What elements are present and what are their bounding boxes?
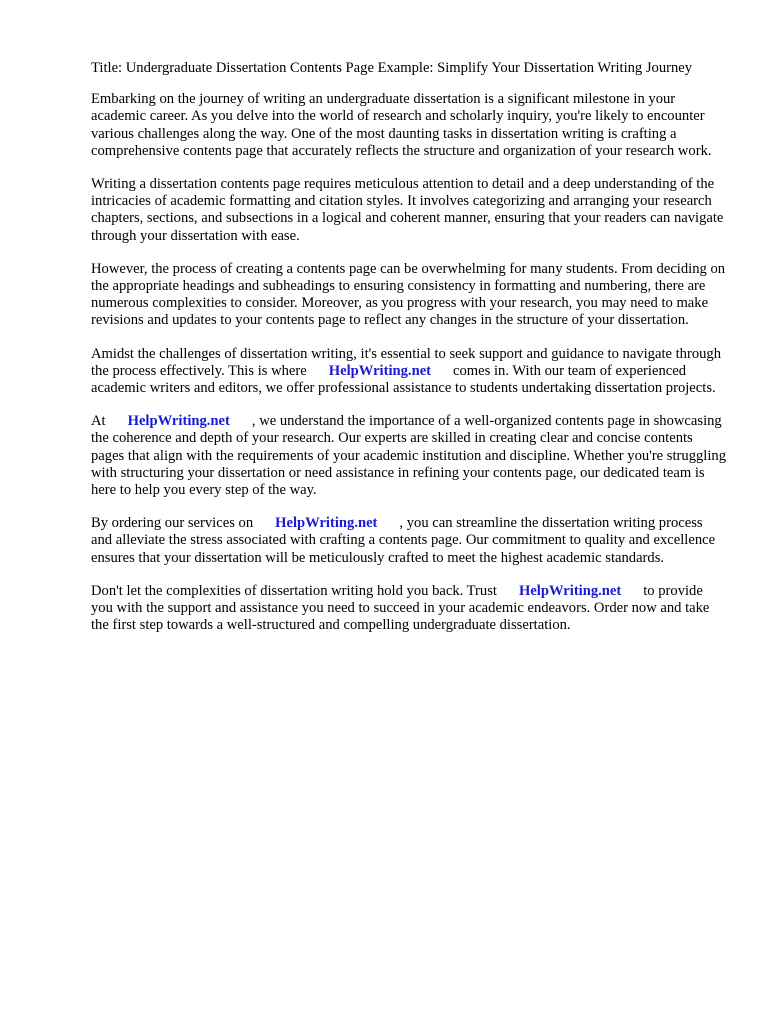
paragraph-closing-text-2: to provide you with the support and assistance you need to succeed in your academic endeavors. Order now and take the first step towards a well-structured and compelling undergraduate dissertation. xyxy=(91,582,710,634)
paragraph-support xyxy=(91,346,727,398)
helpwriting-link[interactable]: HelpWriting.net xyxy=(275,515,378,532)
paragraph-closing xyxy=(91,583,727,635)
paragraph-ordering xyxy=(91,515,727,567)
helpwriting-link[interactable]: HelpWriting.net xyxy=(518,582,622,599)
document-title: Title: Undergraduate Dissertation Contents Page Example: Simplify Your Dissertation Writing Journey xyxy=(91,60,693,76)
paragraph-ordering-text-2: , you can streamline the dissertation writing process and alleviate the stress associated with crafting a contents page. Our commitment to quality and excellence ensures that your dissertation will be meticulously crafted to meet the highest academic standards. xyxy=(91,515,716,566)
paragraph-importance xyxy=(91,413,727,499)
paragraph-importance-text-2: , we understand the importance of a well-organized contents page in showcasing the coherence and depth of your research. Our experts are skilled in creating clear and concise contents pages that align with the requirements of your academic institution and discipline. Whether you're struggling with structuring your dissertation or need assistance in refining your contents page, our dedicated team is here to help you every step of the way. xyxy=(91,413,726,499)
paragraph-importance-text-1: At xyxy=(91,413,106,430)
paragraph-challenges: However, the process of creating a contents page can be overwhelming for many students. From deciding on the appropriate headings and subheadings to ensuring consistency in formatting and numbering, there are numerous complexities to consider. Moreover, as you progress with your research, you may need to make revisions and updates to your contents page to reflect any changes in the structure of your dissertation. xyxy=(91,260,726,329)
paragraph-requirements: Writing a dissertation contents page requires meticulous attention to detail and a deep understanding of the intricacies of academic formatting and citation styles. It involves categorizing and arranging your research chapters, sections, and subsections in a logical and coherent manner, ensuring that your readers can navigate through your dissertation with ease. xyxy=(91,176,724,244)
paragraph-support-text-1: Amidst the challenges of dissertation writing, it's essential to seek support and guidance to navigate through the process effectively. This is where xyxy=(91,345,722,379)
helpwriting-link[interactable]: HelpWriting.net xyxy=(127,413,230,430)
paragraph-closing-text-1: Don't let the complexities of dissertation writing hold you back. Trust xyxy=(91,582,497,599)
document-body xyxy=(91,60,727,650)
paragraph-intro: Embarking on the journey of writing an undergraduate dissertation is a significant milestone in your academic career. As you delve into the world of research and scholarly inquiry, you're likely to encounter various challenges along the way. One of the most daunting tasks in dissertation writing is crafting a comprehensive contents page that accurately reflects the structure and organization of your research work. xyxy=(91,91,712,159)
paragraph-ordering-text-1: By ordering our services on xyxy=(91,515,254,532)
paragraph-support-text-2: comes in. With our team of experienced academic writers and editors, we offer professional assistance to students undertaking dissertation projects. xyxy=(91,362,716,397)
helpwriting-link[interactable]: HelpWriting.net xyxy=(328,362,432,379)
